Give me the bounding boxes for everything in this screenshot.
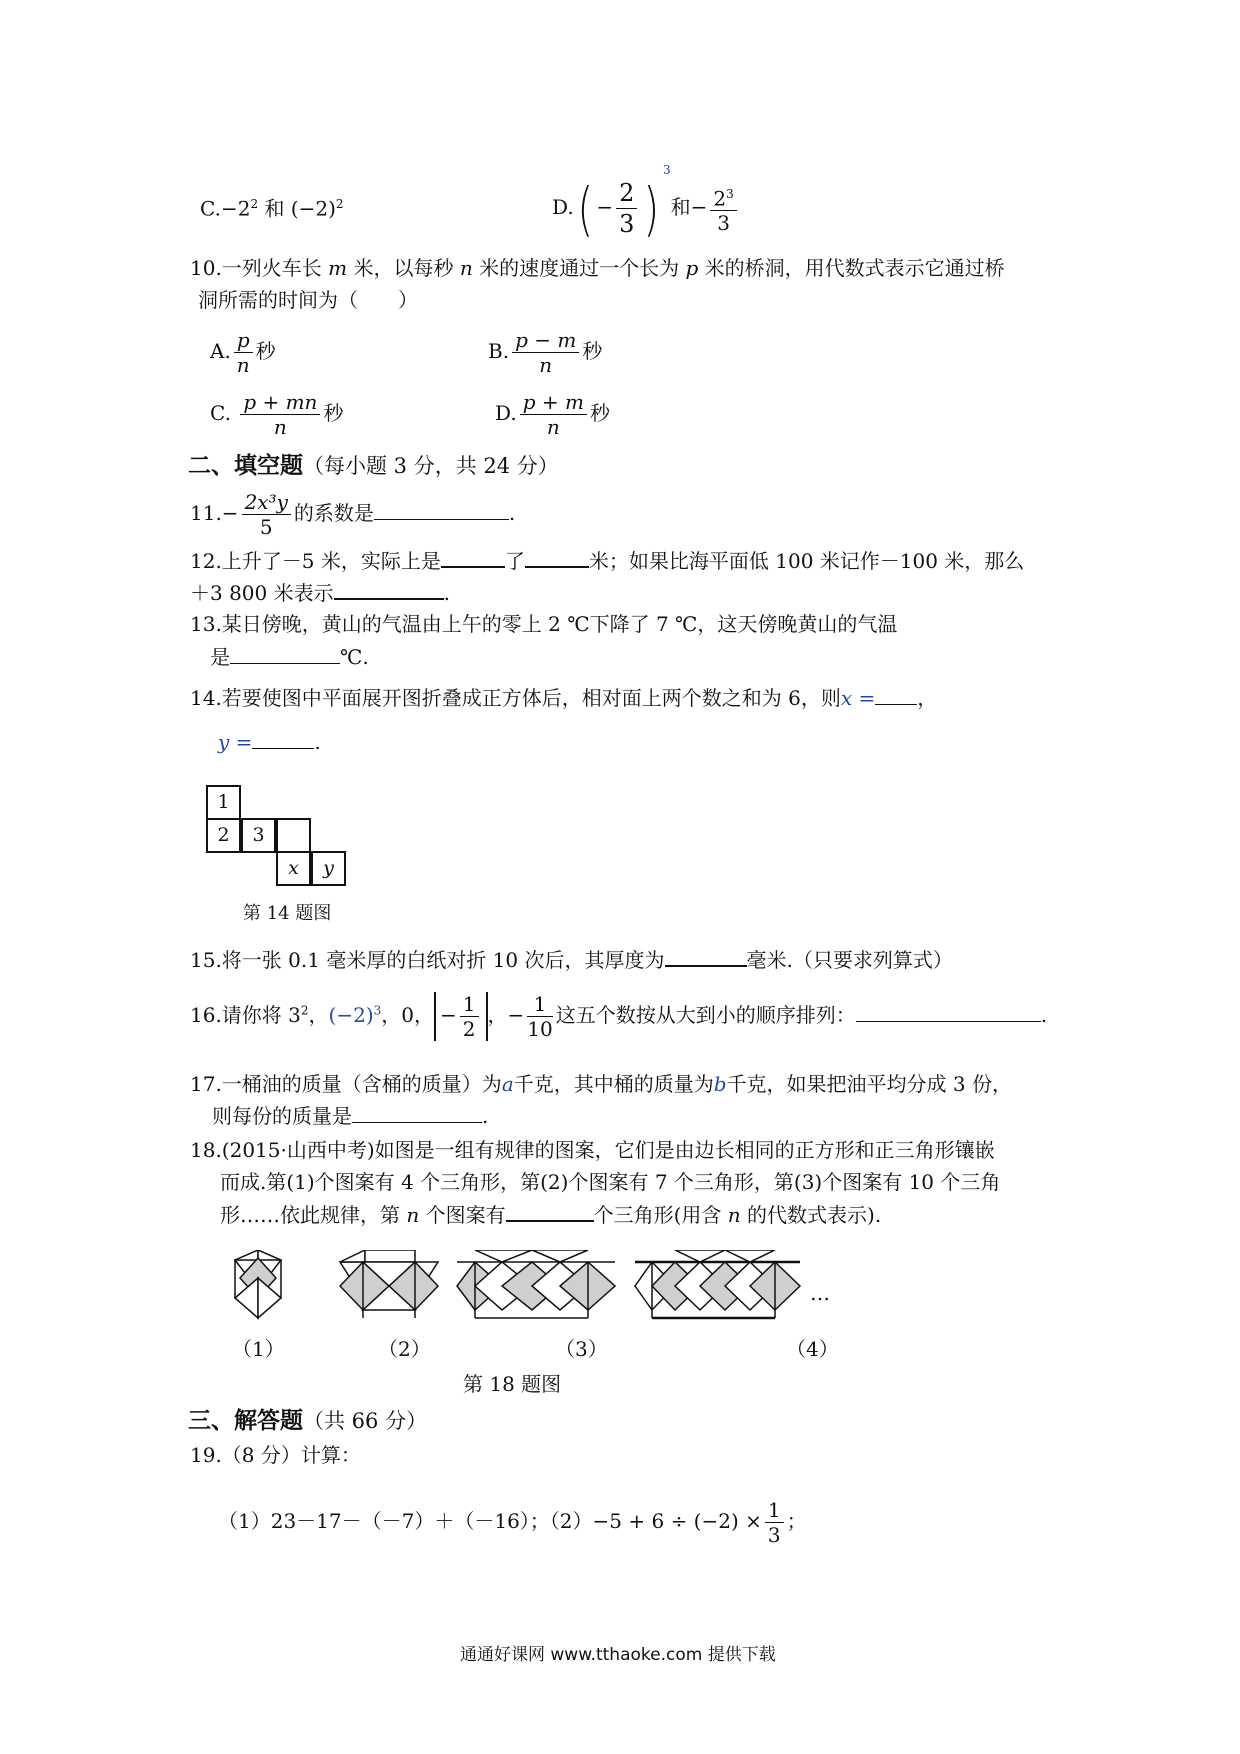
answer-blank[interactable] — [252, 730, 314, 749]
section-3-heading: 三、解答题（共 66 分） — [188, 1407, 428, 1434]
q10-option-b: B. $\frac{p - m}{n}$ 秒 — [488, 328, 603, 377]
q14-caption: 第 14 题图 — [243, 903, 332, 924]
q14-line2: y = . — [218, 730, 321, 754]
q15: 15.将一张 0.1 毫米厚的白纸对折 10 次后，其厚度为 毫米.（只要求列算式） — [190, 948, 953, 972]
q10-option-a: A. $\frac{p}{n}$ 秒 — [210, 328, 276, 377]
q18-line1: 18.(2015·山西中考)如图是一组有规律的图案，它们是由边长相同的正方形和正三角形镶嵌 — [190, 1138, 995, 1162]
answer-blank[interactable] — [334, 580, 444, 600]
q9-option-d: D.( − $\frac{2}{3}$ )$^3$和− $\frac{2^3}{3}$ — [552, 158, 740, 239]
q11: 11.− $\frac{\text{2x³y}}{5}$ 的系数是 . — [190, 490, 516, 539]
q14-line1: 14.若要使图中平面展开图折叠成正方体后，相对面上两个数之和为 6，则x = ， — [190, 686, 938, 710]
q17-line1: 17.一桶油的质量（含桶的质量）为a千克，其中桶的质量为b千克，如果把油平均分成 3 份， — [190, 1072, 1013, 1096]
pattern-label-3: （3） — [555, 1337, 608, 1361]
answer-blank[interactable] — [875, 686, 917, 705]
q13-line2: 是 ℃. — [210, 645, 369, 669]
answer-blank[interactable] — [352, 1104, 482, 1123]
net-cell: y — [311, 851, 346, 886]
pattern-label-1: （1） — [232, 1337, 285, 1361]
pattern-label-4: （4） — [786, 1337, 839, 1361]
net-cell: 3 — [241, 818, 276, 853]
fraction: $\frac{2^3}{3}$ — [710, 182, 736, 236]
answer-blank[interactable] — [856, 1003, 1041, 1022]
net-cell: x — [276, 851, 311, 886]
right-paren: ) — [643, 174, 660, 243]
q12-line2: ＋3 800 米表示 . — [190, 581, 450, 605]
q10-option-c: C. $\frac{p + mn}{n}$ 秒 — [210, 390, 344, 439]
pattern-1 — [235, 1250, 281, 1318]
left-paren: ( — [577, 174, 593, 243]
answer-blank[interactable] — [665, 947, 747, 967]
net-cell: 1 — [206, 785, 241, 820]
answer-blank[interactable] — [506, 1202, 594, 1222]
q12-line1: 12.上升了－5 米，实际上是 了 米；如果比海平面低 100 米记作－100 米，那么 — [190, 549, 1025, 573]
net-cell: 2 — [206, 818, 241, 853]
q18-line3: 形……依此规律，第 n 个图案有 个三角形(用含 n 的代数式表示). — [220, 1203, 882, 1227]
q10-option-d: D. $\frac{p + m}{n}$ 秒 — [495, 390, 610, 439]
net-cell — [276, 818, 311, 853]
answer-blank[interactable] — [374, 501, 509, 520]
answer-blank[interactable] — [525, 548, 589, 568]
q9-option-c: $C.-2^2$ 和 $(-2)^2$ — [200, 196, 344, 221]
q19-head: 19.（8 分）计算： — [190, 1443, 361, 1467]
q18-caption: 第 18 题图 — [463, 1372, 562, 1396]
q13-line1: 13.某日傍晚，黄山的气温由上午的零上 2 ℃下降了 7 ℃，这天傍晚黄山的气温 — [190, 612, 898, 636]
q19-parts: （1）23－17－（－7）＋（－16）；（2）−5 + 6 ÷ (−2) × $\frac{1}{3}$ ； — [218, 1498, 807, 1547]
footer: 通通好课网 www.tthaoke.com 提供下载 — [460, 1645, 776, 1665]
answer-blank[interactable] — [230, 645, 340, 664]
q18-pattern-figure — [220, 1250, 940, 1320]
q10-line2: 洞所需的时间为（ ） — [198, 288, 418, 312]
ellipsis: … — [810, 1281, 830, 1305]
pattern-3 — [457, 1250, 615, 1318]
pattern-2 — [340, 1250, 438, 1318]
q10-line1: 10.一列火车长 m 米，以每秒 n 米的速度通过一个长为 p 米的桥洞，用代数式表示它通过桥 — [190, 256, 1005, 280]
q17-line2: 则每份的质量是 . — [212, 1104, 489, 1128]
fraction: $\frac{2}{3}$ — [616, 178, 637, 239]
pattern-label-2: （2） — [378, 1337, 431, 1361]
q16: 16.请你将 $3^2$，$(-2)^3$，0， − $\frac{1}{2}$ ，− $\frac{1}{10}$ 这五个数按从大到小的顺序排列： . — [190, 992, 1048, 1041]
pattern-4 — [635, 1250, 800, 1318]
answer-blank[interactable] — [441, 548, 505, 568]
absolute-value: − $\frac{1}{2}$ — [434, 992, 488, 1041]
section-2-heading: 二、填空题（每小题 3 分，共 24 分） — [188, 452, 559, 479]
q18-line2: 而成.第(1)个图案有 4 个三角形，第(2)个图案有 7 个三角形，第(3)个图案有 10 个三角 — [220, 1170, 1001, 1194]
